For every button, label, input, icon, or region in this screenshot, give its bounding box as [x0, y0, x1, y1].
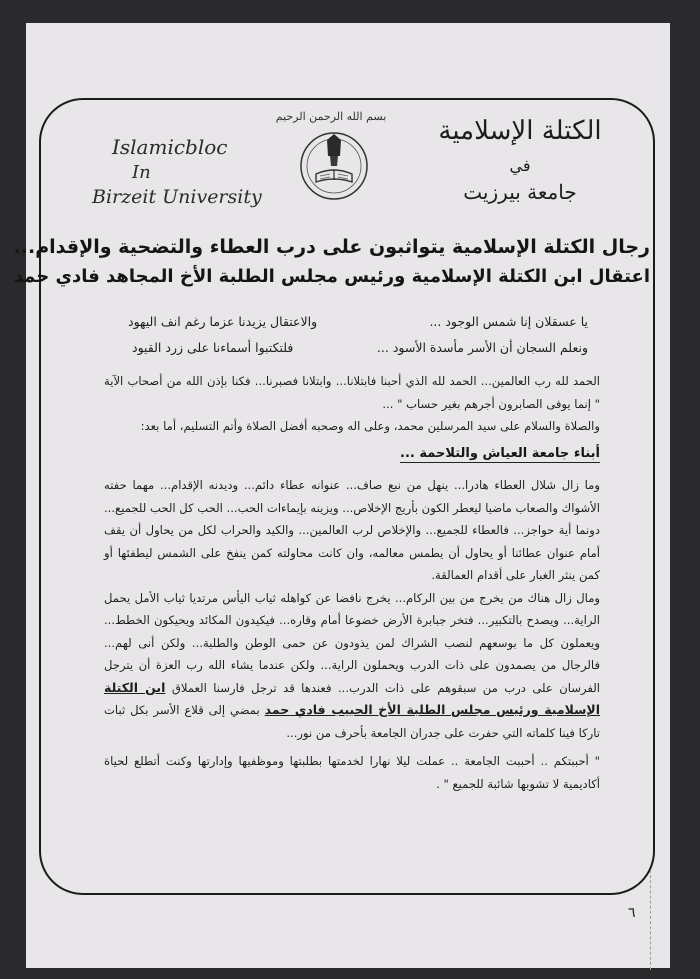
body-paragraph-3: " أحببتكم .. أحببت الجامعة .. عملت ليلا نهارا لخدمتها بطلبتها وموظفيها وإدارتها وكنت أتطلع لحياة أكاديمية لا تشوبها شائبة للجميع " . — [104, 754, 600, 791]
body-paragraph-2 — [104, 587, 600, 745]
arabic-logo-university: جامعة بيرزيت — [463, 180, 577, 204]
highlighted-name: ابن الكتلة الإسلامية ورئيس مجلس الطلبة الأخ الحبيب فادي حمد — [104, 679, 600, 717]
arabic-logo-title: الكتلة الإسلامية — [438, 116, 602, 146]
headline-line-1: رجال الكتلة الإسلامية يتواثبون على درب العطاء والتضحية والإقدام... — [13, 236, 650, 258]
body-paragraph-2-part-1: ومال زال هناك من يخرج من بين الركام... يخرج نافضا عن كواهله ثياب اليأس مرتديا ثياب الأمل يحمل الراية... ويصدح بالتكبير... فتخر جبابرة الأرض خضوعا أمام وقاره... فيكيدون المكائد ويحيكون الخطط... ويعملون كل ما بوسعهم لنصب الشراك لمن يذودون عن حمى الوطن والطلبة... ولكن أنى لهم... فالرجال من يصمدون على ذات الدرب ويحملون الراية... ولكن عندما يشاء الله رب العزة أن يترجل الفرسان على درب من سبقوهم على ذات الدرب... فعندها قد ترجل فارسنا العملاق — [104, 590, 600, 695]
intro-text — [104, 370, 600, 438]
paper-edge-mark — [650, 870, 653, 970]
main-body-text — [104, 474, 600, 795]
body-paragraph-2-part-2: بمضي إلى قلاع الأسر بكل ثبات تاركا فينا كلماته التي حفرت على جدران الجامعة بأحرف من نور... — [104, 703, 600, 740]
latin-logo-line-3: Birzeit University — [92, 186, 262, 208]
poem-line-2-right: ونعلم السجان أن الأسر مأسدة الأسود ... — [376, 340, 588, 355]
emblem-logo-icon — [296, 126, 372, 202]
latin-logo-line-1: Islamicbloc — [112, 135, 228, 159]
basmala: بسم الله الرحمن الرحيم — [275, 110, 387, 123]
poem-line-1-right: يا عسقلان إنا شمس الوجود ... — [429, 314, 588, 329]
page-number: ٦ — [628, 905, 636, 921]
headline-line-2: اعتقال ابن الكتلة الإسلامية ورئيس مجلس الطلبة الأخ المجاهد فادي حمد — [13, 266, 650, 287]
poem-line-1-left: والاعتقال يزيدنا عزما رغم انف اليهود — [128, 314, 318, 329]
section-subheading: أبناء جامعة العياش والتلاحمة ... — [400, 446, 600, 461]
intro-paragraph-1: الحمد لله رب العالمين... الحمد لله الذي أحبنا فابتلانا... وابتلانا فصبرنا... فكنا بإذن الله من أصحاب الآية " إنما يوفى الصابرون أجرهم بغير حساب " ... — [104, 374, 600, 411]
latin-logo-line-2: In — [132, 162, 151, 183]
poem-line-2-left: فلتكتبوا أسماءنا على زرد القيود — [132, 340, 294, 355]
body-paragraph-1: وما زال شلال العطاء هادرا... ينهل من نبع صاف... عنوانه عطاء دائم... وديدنه الإقدام... مهما حفته الأشواك والصعاب ماضيا ليعطر الكون بأريج الإخلاص... ويزينه بإيماءات الحب... الحب كل الحب للجميع... دونما أية حواجز... فالعطاء للجميع... والإخلاص لرب العالمين... والكيد والحراب لكل من يحاول أن يقف أمام عنوان عطائنا أو يحاول أن يطمس معالمه، وان كانت محاولته كمن ينفخ على الشمس ليطفئها أو كمن ينثر الغبار على أقدام العمالقة. — [103, 478, 600, 582]
arabic-logo-in: في — [509, 156, 531, 175]
intro-paragraph-2: والصلاة والسلام على سيد المرسلين محمد، وعلى اله وصحبه أفضل الصلاة وأتم التسليم، أما بعد: — [140, 419, 600, 433]
